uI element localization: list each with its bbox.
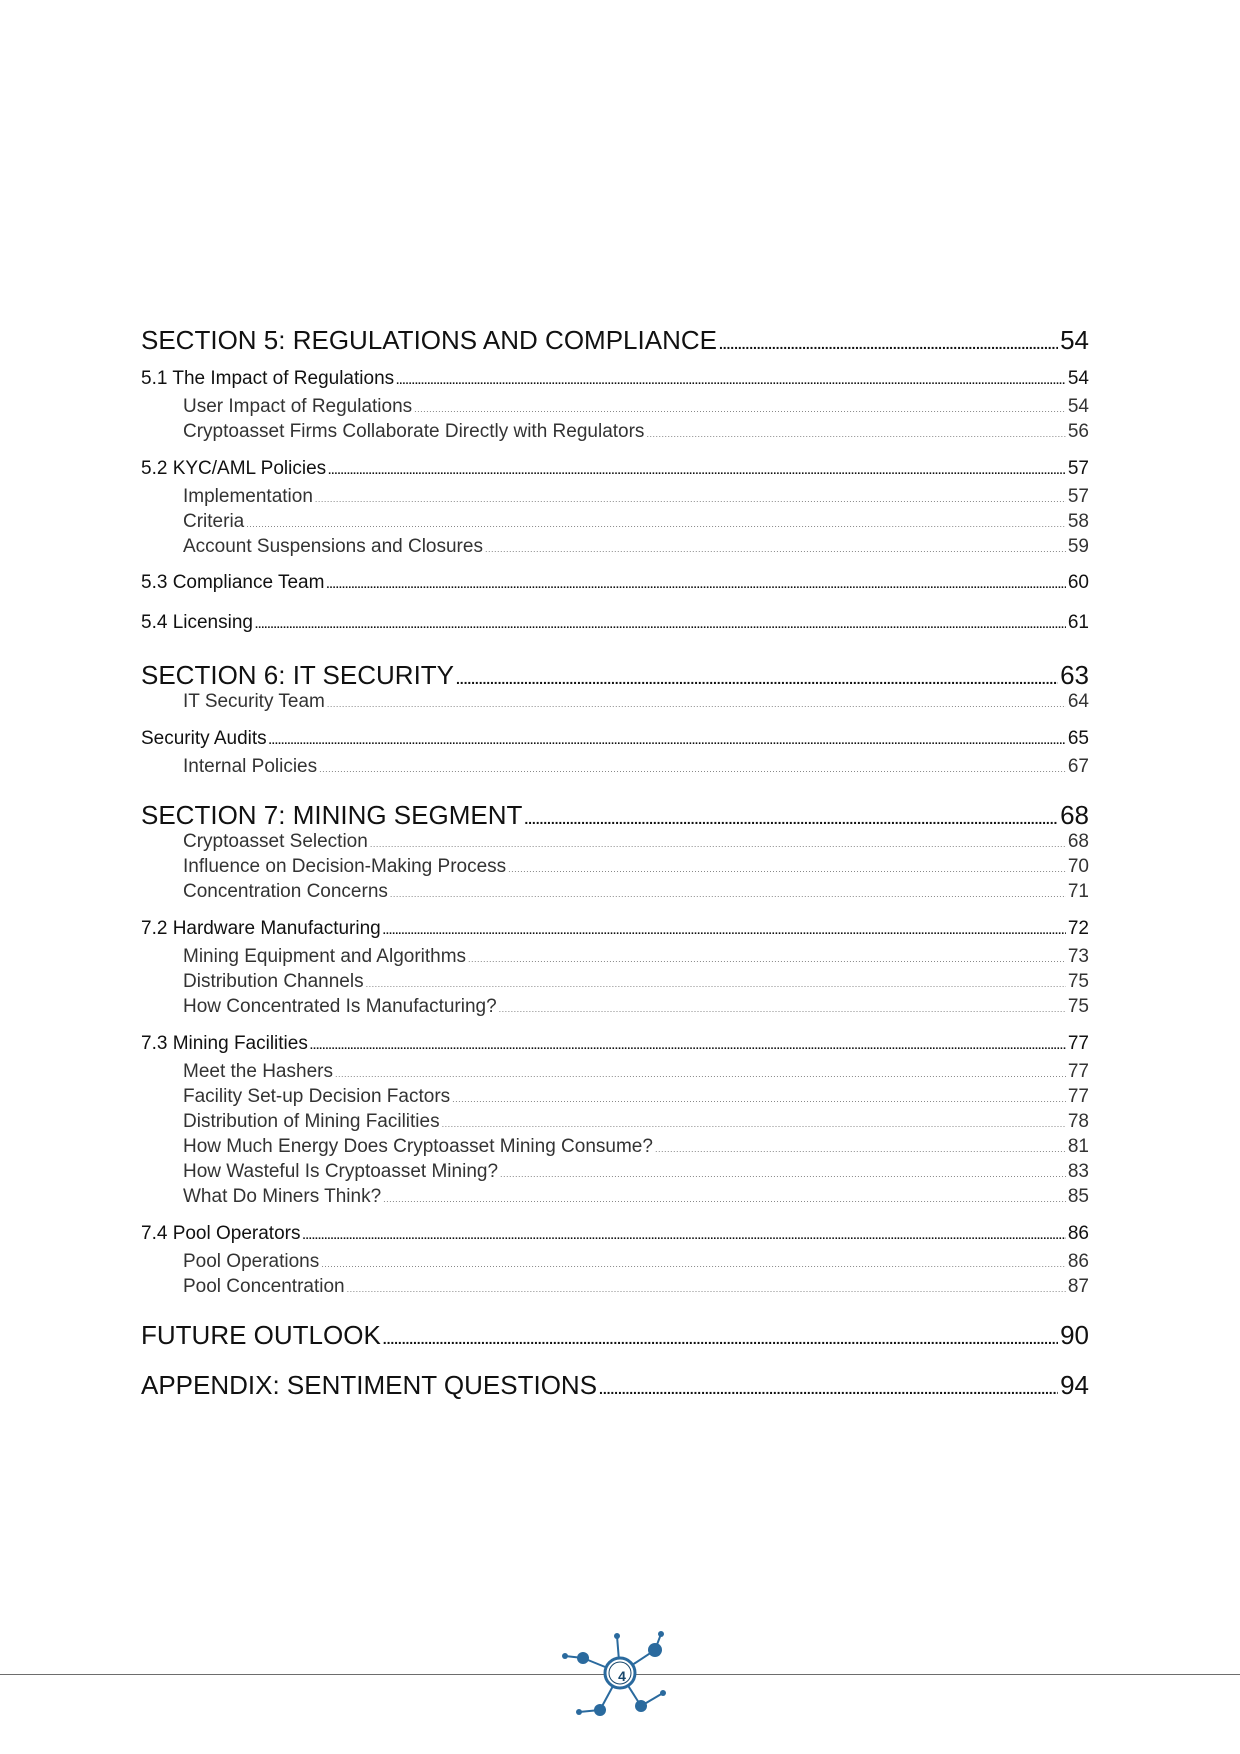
dot-leader: [468, 955, 1066, 964]
dot-leader: [366, 980, 1066, 989]
dot-leader: [302, 1231, 1065, 1242]
toc-entry-page: 67: [1067, 756, 1089, 777]
toc-entry-page: 63: [1060, 660, 1089, 690]
toc-entry-title: User Impact of Regulations: [183, 396, 413, 417]
toc-entry-title: 5.1 The Impact of Regulations: [141, 368, 395, 389]
dot-leader: [269, 736, 1066, 747]
toc-entry-page: 78: [1067, 1111, 1089, 1132]
toc-subsection-entry[interactable]: [141, 728, 1089, 750]
toc-entry-page: 68: [1067, 831, 1089, 852]
toc-entry-title: What Do Miners Think?: [183, 1186, 382, 1207]
toc-section-entry[interactable]: [141, 1370, 1089, 1401]
toc-entry-title: Facility Set-up Decision Factors: [183, 1086, 451, 1107]
toc-entry-page: 81: [1067, 1136, 1089, 1157]
toc-entry-title: IT Security Team: [183, 691, 325, 712]
toc-entry-page: 64: [1067, 691, 1089, 712]
toc-entry-title: Distribution of Mining Facilities: [183, 1111, 440, 1132]
toc-section-entry[interactable]: [141, 325, 1089, 356]
page-number: 4: [618, 1668, 626, 1684]
toc-section-entry[interactable]: [141, 1320, 1089, 1351]
toc-item-entry[interactable]: [141, 511, 1089, 533]
toc-entry-page: 75: [1067, 971, 1089, 992]
dot-leader: [255, 620, 1066, 631]
toc-entry-title: 5.2 KYC/AML Policies: [141, 458, 327, 479]
toc-entry-page: 59: [1067, 536, 1089, 557]
dot-leader: [442, 1120, 1066, 1129]
toc-entry-title: 7.4 Pool Operators: [141, 1223, 301, 1244]
toc-subsection-entry[interactable]: [141, 1033, 1089, 1055]
toc-section-entry[interactable]: [141, 660, 1089, 691]
toc-entry-title: Account Suspensions and Closures: [183, 536, 483, 557]
toc-item-entry[interactable]: [141, 1061, 1089, 1083]
toc-entry-title: Security Audits: [141, 728, 267, 749]
toc-entry-title: Meet the Hashers: [183, 1061, 333, 1082]
toc-entry-page: 73: [1067, 946, 1089, 967]
toc-entry-page: 54: [1060, 325, 1089, 355]
dot-leader: [599, 1382, 1058, 1396]
toc-entry-title: How Wasteful Is Cryptoasset Mining?: [183, 1161, 499, 1182]
toc-subsection-entry[interactable]: [141, 458, 1089, 480]
toc-item-entry[interactable]: [141, 996, 1089, 1018]
toc-entry-page: 57: [1067, 458, 1089, 479]
toc-item-entry[interactable]: [141, 946, 1089, 968]
dot-leader: [383, 926, 1066, 937]
toc-item-entry[interactable]: [141, 856, 1089, 878]
toc-item-entry[interactable]: [141, 536, 1089, 558]
toc-section-entry[interactable]: [141, 800, 1089, 831]
dot-leader: [347, 1285, 1066, 1294]
dot-leader: [315, 495, 1066, 504]
toc-item-entry[interactable]: [141, 1161, 1089, 1183]
dot-leader: [500, 1170, 1066, 1179]
toc-item-entry[interactable]: [141, 1186, 1089, 1208]
dot-leader: [370, 840, 1066, 849]
toc-entry-page: 86: [1067, 1251, 1089, 1272]
dot-leader: [508, 865, 1066, 874]
toc-item-entry[interactable]: [141, 1276, 1089, 1298]
dot-leader: [719, 337, 1058, 351]
toc-item-entry[interactable]: [141, 971, 1089, 993]
toc-subsection-entry[interactable]: [141, 918, 1089, 940]
dot-leader: [390, 890, 1066, 899]
toc-entry-page: 56: [1067, 421, 1089, 442]
toc-entry-title: How Concentrated Is Manufacturing?: [183, 996, 497, 1017]
dot-leader: [319, 765, 1066, 774]
dot-leader: [456, 672, 1058, 686]
dot-leader: [452, 1095, 1066, 1104]
toc-entry-page: 54: [1067, 368, 1089, 389]
toc-entry-title: Influence on Decision-Making Process: [183, 856, 507, 877]
toc-entry-title: SECTION 6: IT SECURITY: [141, 660, 455, 690]
dot-leader: [246, 520, 1066, 529]
dot-leader: [485, 545, 1066, 554]
dot-leader: [414, 405, 1066, 414]
toc-item-entry[interactable]: [141, 396, 1089, 418]
toc-item-entry[interactable]: [141, 756, 1089, 778]
toc-entry-page: 90: [1060, 1320, 1089, 1350]
toc-entry-title: Criteria: [183, 511, 245, 532]
toc-item-entry[interactable]: [141, 881, 1089, 903]
toc-entry-title: SECTION 5: REGULATIONS AND COMPLIANCE: [141, 325, 717, 355]
toc-item-entry[interactable]: [141, 1136, 1089, 1158]
dot-leader: [396, 376, 1066, 387]
toc-item-entry[interactable]: [141, 1111, 1089, 1133]
toc-entry-title: 5.4 Licensing: [141, 612, 253, 633]
toc-entry-page: 70: [1067, 856, 1089, 877]
toc-entry-page: 86: [1067, 1223, 1089, 1244]
toc-entry-page: 60: [1067, 572, 1089, 593]
toc-entry-title: APPENDIX: SENTIMENT QUESTIONS: [141, 1370, 598, 1400]
dot-leader: [310, 1041, 1066, 1052]
toc-subsection-entry[interactable]: [141, 612, 1089, 634]
toc-subsection-entry[interactable]: [141, 572, 1089, 594]
toc-item-entry[interactable]: [141, 1251, 1089, 1273]
toc-subsection-entry[interactable]: [141, 1223, 1089, 1245]
toc-entry-title: 7.2 Hardware Manufacturing: [141, 918, 381, 939]
toc-entry-page: 61: [1067, 612, 1089, 633]
toc-entry-page: 71: [1067, 881, 1089, 902]
dot-leader: [326, 580, 1065, 591]
toc-entry-page: 54: [1067, 396, 1089, 417]
dot-leader: [655, 1145, 1066, 1154]
toc-entry-title: FUTURE OUTLOOK: [141, 1320, 381, 1350]
toc-entry-page: 85: [1067, 1186, 1089, 1207]
toc-entry-page: 68: [1060, 800, 1089, 830]
toc-entry-title: Pool Concentration: [183, 1276, 345, 1297]
dot-leader: [646, 430, 1065, 439]
toc-item-entry[interactable]: [141, 1086, 1089, 1108]
toc-entry-page: 83: [1067, 1161, 1089, 1182]
toc-entry-page: 87: [1067, 1276, 1089, 1297]
toc-entry-title: Pool Operations: [183, 1251, 320, 1272]
toc-entry-title: Implementation: [183, 486, 313, 507]
toc-entry-page: 75: [1067, 996, 1089, 1017]
toc-subsection-entry[interactable]: [141, 368, 1089, 390]
toc-entry-page: 58: [1067, 511, 1089, 532]
dot-leader: [524, 812, 1058, 826]
toc-entry-title: 5.3 Compliance Team: [141, 572, 325, 593]
toc-entry-page: 72: [1067, 918, 1089, 939]
toc-entry-title: How Much Energy Does Cryptoasset Mining Consume?: [183, 1136, 653, 1157]
toc-entry-title: 7.3 Mining Facilities: [141, 1033, 308, 1054]
toc-entry-page: 57: [1067, 486, 1089, 507]
toc-entry-page: 77: [1067, 1061, 1089, 1082]
dot-leader: [383, 1332, 1058, 1346]
toc-item-entry[interactable]: [141, 421, 1089, 443]
toc-item-entry[interactable]: [141, 486, 1089, 508]
dot-leader: [383, 1195, 1066, 1204]
toc-entry-title: SECTION 7: MINING SEGMENT: [141, 800, 523, 830]
toc-entry-title: Internal Policies: [183, 756, 318, 777]
toc-item-entry[interactable]: [141, 831, 1089, 853]
toc-entry-title: Cryptoasset Firms Collaborate Directly with Regulators: [183, 421, 645, 442]
toc-entry-page: 65: [1067, 728, 1089, 749]
dot-leader: [321, 1260, 1066, 1269]
dot-leader: [335, 1070, 1066, 1079]
toc-entry-title: Concentration Concerns: [183, 881, 388, 902]
toc-entry-title: Mining Equipment and Algorithms: [183, 946, 467, 967]
toc-entry-title: Distribution Channels: [183, 971, 364, 992]
toc-item-entry[interactable]: [141, 691, 1089, 713]
toc-entry-page: 94: [1060, 1370, 1089, 1400]
dot-leader: [328, 466, 1066, 477]
toc-entry-page: 77: [1067, 1086, 1089, 1107]
toc-entry-page: 77: [1067, 1033, 1089, 1054]
toc-entry-title: Cryptoasset Selection: [183, 831, 368, 852]
dot-leader: [499, 1005, 1066, 1014]
dot-leader: [327, 700, 1066, 709]
